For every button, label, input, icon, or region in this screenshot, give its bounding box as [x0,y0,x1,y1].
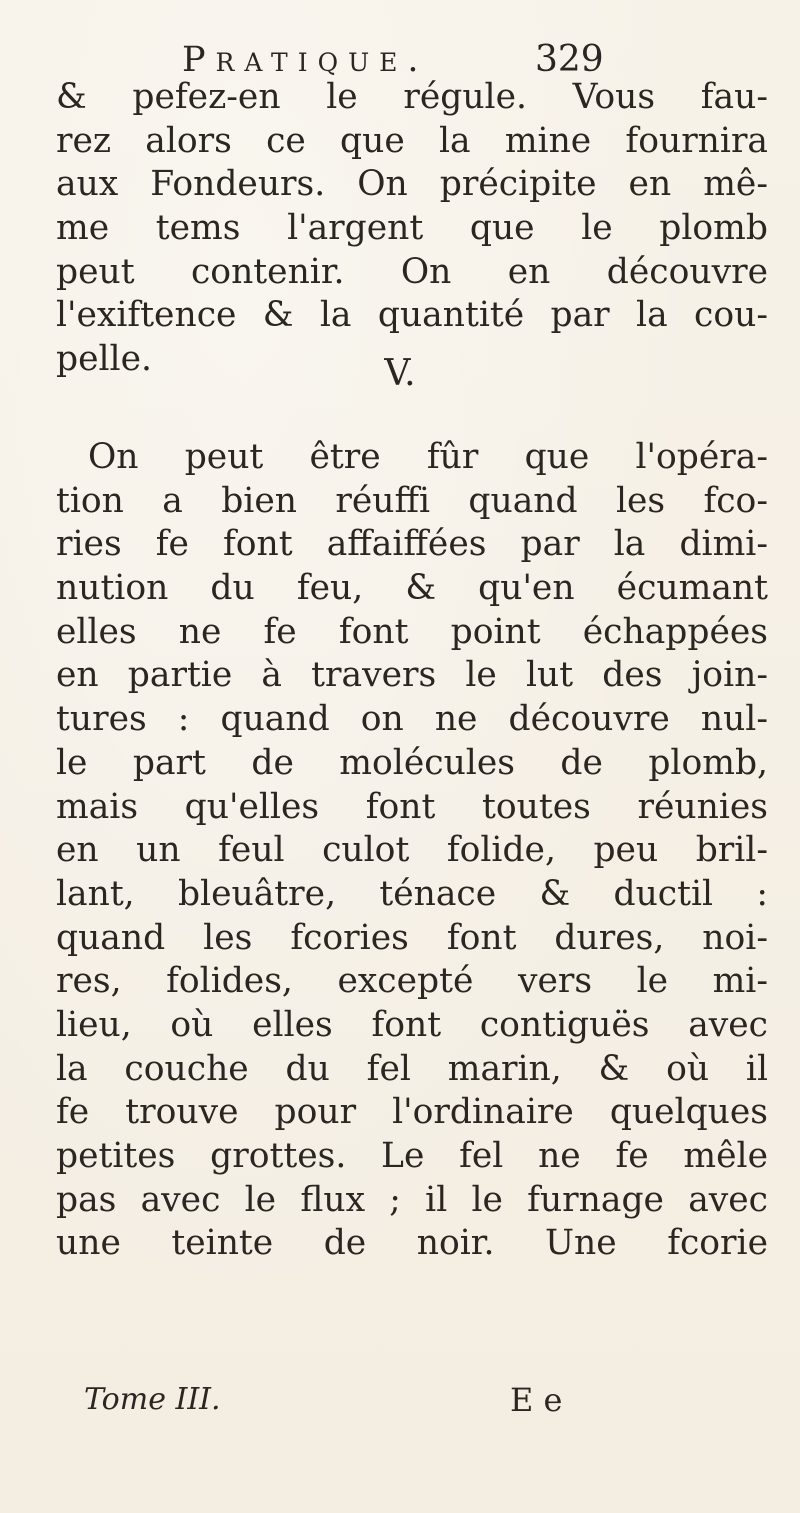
text-line: pelle. [56,339,152,380]
text-line: une teinte de noir. Une fcorie [56,1223,768,1264]
page-footer [0,1378,800,1422]
text-line: tion a bien réuffi quand les fco- [56,480,768,521]
text-line: peut contenir. On en découvre [56,251,768,292]
text-line: fe trouve pour l'ordinaire quelques [56,1092,768,1133]
text-line: lant, bleuâtre, ténace & ductil : [56,873,768,914]
text-line: la couche du fel marin, & où il [56,1048,768,1089]
paragraph-2 [56,436,768,1266]
volume-label: Tome III. [84,1382,221,1417]
text-line: On peut être fûr que l'opéra- [88,437,768,477]
text-line: quand les fcories font dures, noi- [56,917,768,958]
text-line: ries fe font affaiffées par la dimi- [56,524,768,565]
page-number: 329 [535,39,604,80]
text-line: & pefez-en le régule. Vous fau- [56,77,768,117]
text-line: aux Fondeurs. On précipite en mê- [56,164,768,205]
text-line: rez alors ce que la mine fournira [56,120,768,161]
paragraph-1 [56,76,768,382]
text-line: petites grottes. Le fel ne fe mêle [56,1136,768,1176]
running-head: Pratique. [182,40,429,80]
text-line: elles ne fe font point échappées [56,611,768,652]
text-line: lieu, où elles font contiguës avec [56,1004,768,1045]
text-line: mais qu'elles font toutes réunies [56,786,768,827]
signature-mark: E e [510,1381,563,1419]
section-heading: V. [384,353,416,394]
text-line: nution du feu, & qu'en écumant [56,568,768,609]
text-line: le part de molécules de plomb, [56,742,768,783]
text-line: en un feul culot folide, peu bril- [56,830,768,871]
text-line: l'exiftence & la quantité par la cou- [56,295,768,336]
text-line: me tems l'argent que le plomb [56,208,768,249]
text-line: en partie à travers le lut des join- [56,655,768,696]
text-line: pas avec le flux ; il le furnage avec [56,1179,768,1220]
text-line: tures : quand on ne découvre nul- [56,699,768,740]
text-line: res, folides, excepté vers le mi- [56,961,768,1002]
